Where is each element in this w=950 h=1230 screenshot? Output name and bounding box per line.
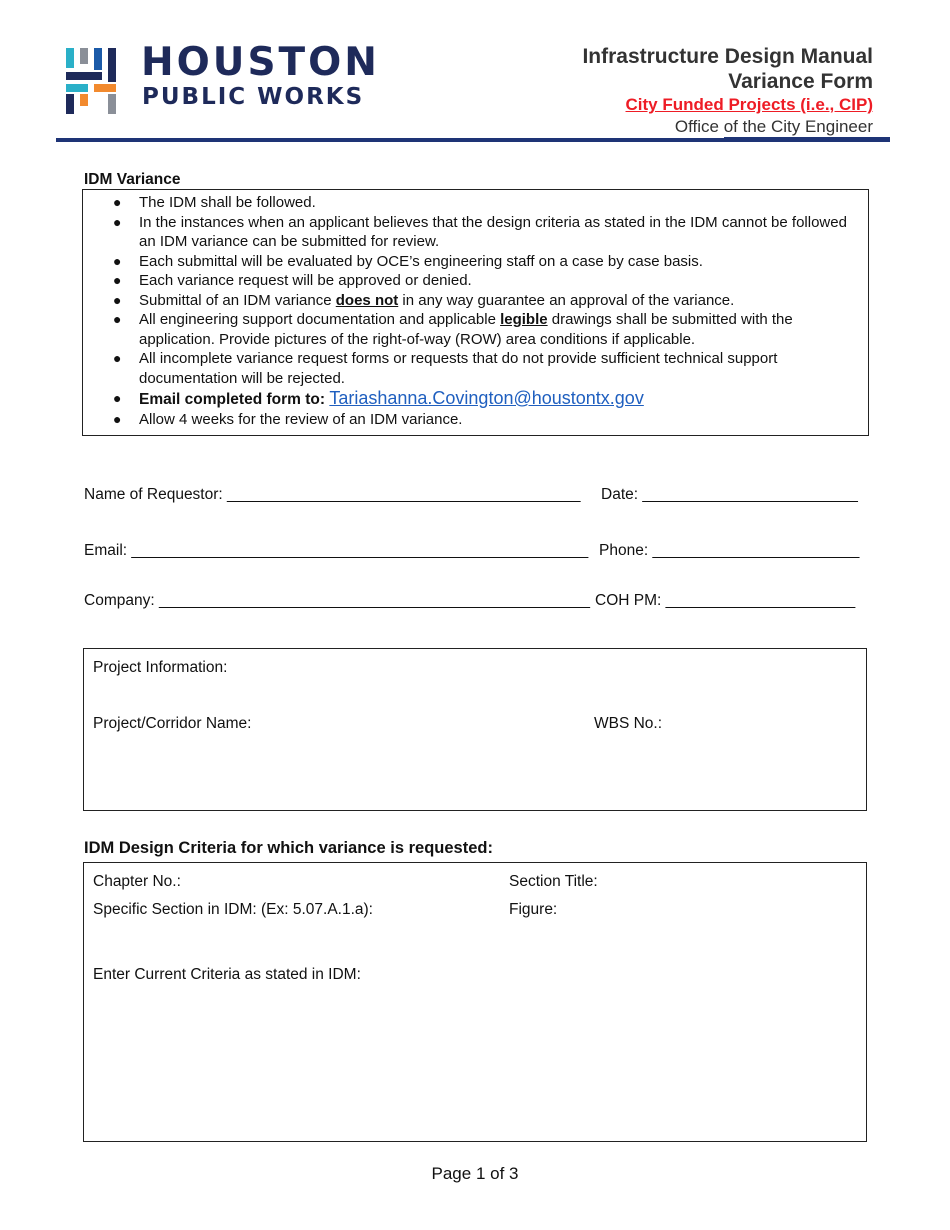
chapter-number-label: Chapter No.: [93, 873, 181, 890]
wbs-number-label: WBS No.: [594, 715, 663, 732]
header-title-line1: Infrastructure Design Manual [582, 45, 873, 68]
list-item: ● All engineering support documentation and applicable legible drawings shall be submitted with the application. Provide pictures of the right-of-way (ROW) area conditions if applicable. [113, 311, 793, 348]
company-label: Company: [84, 592, 155, 609]
phone-field[interactable] [599, 542, 859, 560]
coh-pm-field[interactable] [595, 592, 855, 610]
phone-label: Phone: [599, 542, 649, 559]
list-item: ● In the instances when an applicant believes that the design criteria as stated in the IDM cannot be followed an IDM variance can be submitted for review. [113, 213, 847, 250]
list-item: ● Allow 4 weeks for the review of an IDM variance. [113, 411, 463, 428]
header-title-line2: Variance Form [728, 70, 873, 93]
list-item: ● Each variance request will be approved or denied. [113, 272, 472, 289]
emphasis-legible: legible [500, 311, 548, 328]
date-label: Date: [601, 486, 639, 503]
email-label: Email: [84, 542, 128, 559]
email-instruction-label: Email completed form to: [139, 391, 330, 408]
email-line[interactable]: _____________________________________________________ [131, 542, 589, 559]
coh-pm-label: COH PM: [595, 592, 662, 609]
design-criteria-box[interactable] [83, 862, 867, 1142]
name-of-requestor-field[interactable] [84, 486, 580, 504]
houston-logo-mark-icon [66, 46, 126, 114]
figure-label: Figure: [509, 901, 558, 918]
project-information-heading: Project Information: [93, 659, 228, 676]
current-criteria-label: Enter Current Criteria as stated in IDM: [93, 966, 361, 983]
header-office: Office of the City Engineer [674, 117, 873, 136]
project-corridor-name-label: Project/Corridor Name: [93, 715, 252, 732]
page-number: Page 1 of 3 [431, 1164, 519, 1183]
list-item: ● Each submittal will be evaluated by OCE’s engineering staff on a case by case basis. [113, 252, 703, 270]
date-line[interactable]: _________________________ [642, 486, 858, 503]
idm-variance-list [83, 193, 868, 430]
section-title-label: Section Title: [509, 873, 598, 890]
project-information-box[interactable] [83, 648, 867, 811]
logo-word-public-works: PUBLIC WORKS [142, 84, 365, 110]
phone-line[interactable]: ________________________ [652, 542, 860, 559]
email-link[interactable]: Tariashanna.Covington@houstontx.gov [329, 388, 644, 408]
company-field[interactable] [84, 592, 590, 610]
header-divider-accent [724, 137, 890, 142]
header-subtitle: City Funded Projects (i.e., CIP) [625, 95, 873, 114]
houston-public-works-logo [66, 40, 386, 116]
emphasis-does-not: does not [335, 291, 399, 309]
idm-variance-box [82, 189, 869, 436]
specific-section-label: Specific Section in IDM: (Ex: 5.07.A.1.a): [93, 901, 373, 918]
coh-pm-line[interactable]: ______________________ [665, 592, 856, 609]
list-item-email: ● Email completed form to: Tariashanna.Covington@houstontx.gov [113, 388, 644, 408]
company-line[interactable]: __________________________________________________ [158, 592, 590, 609]
name-of-requestor-label: Name of Requestor: [84, 486, 223, 503]
email-field[interactable] [84, 542, 588, 560]
date-field[interactable] [601, 486, 858, 504]
logo-word-houston: HOUSTON [141, 40, 380, 85]
idm-variance-heading: IDM Variance [84, 171, 181, 188]
list-item: ● The IDM shall be followed. [113, 194, 316, 211]
list-item: ● All incomplete variance request forms or requests that do not provide sufficient technical support documentation will be rejected. [113, 350, 778, 387]
name-of-requestor-line[interactable]: _________________________________________ [227, 486, 581, 503]
list-item: ● Submittal of an IDM variance does not in any way guarantee an approval of the variance. [113, 291, 735, 309]
design-criteria-heading: IDM Design Criteria for which variance is requested: [84, 839, 493, 857]
